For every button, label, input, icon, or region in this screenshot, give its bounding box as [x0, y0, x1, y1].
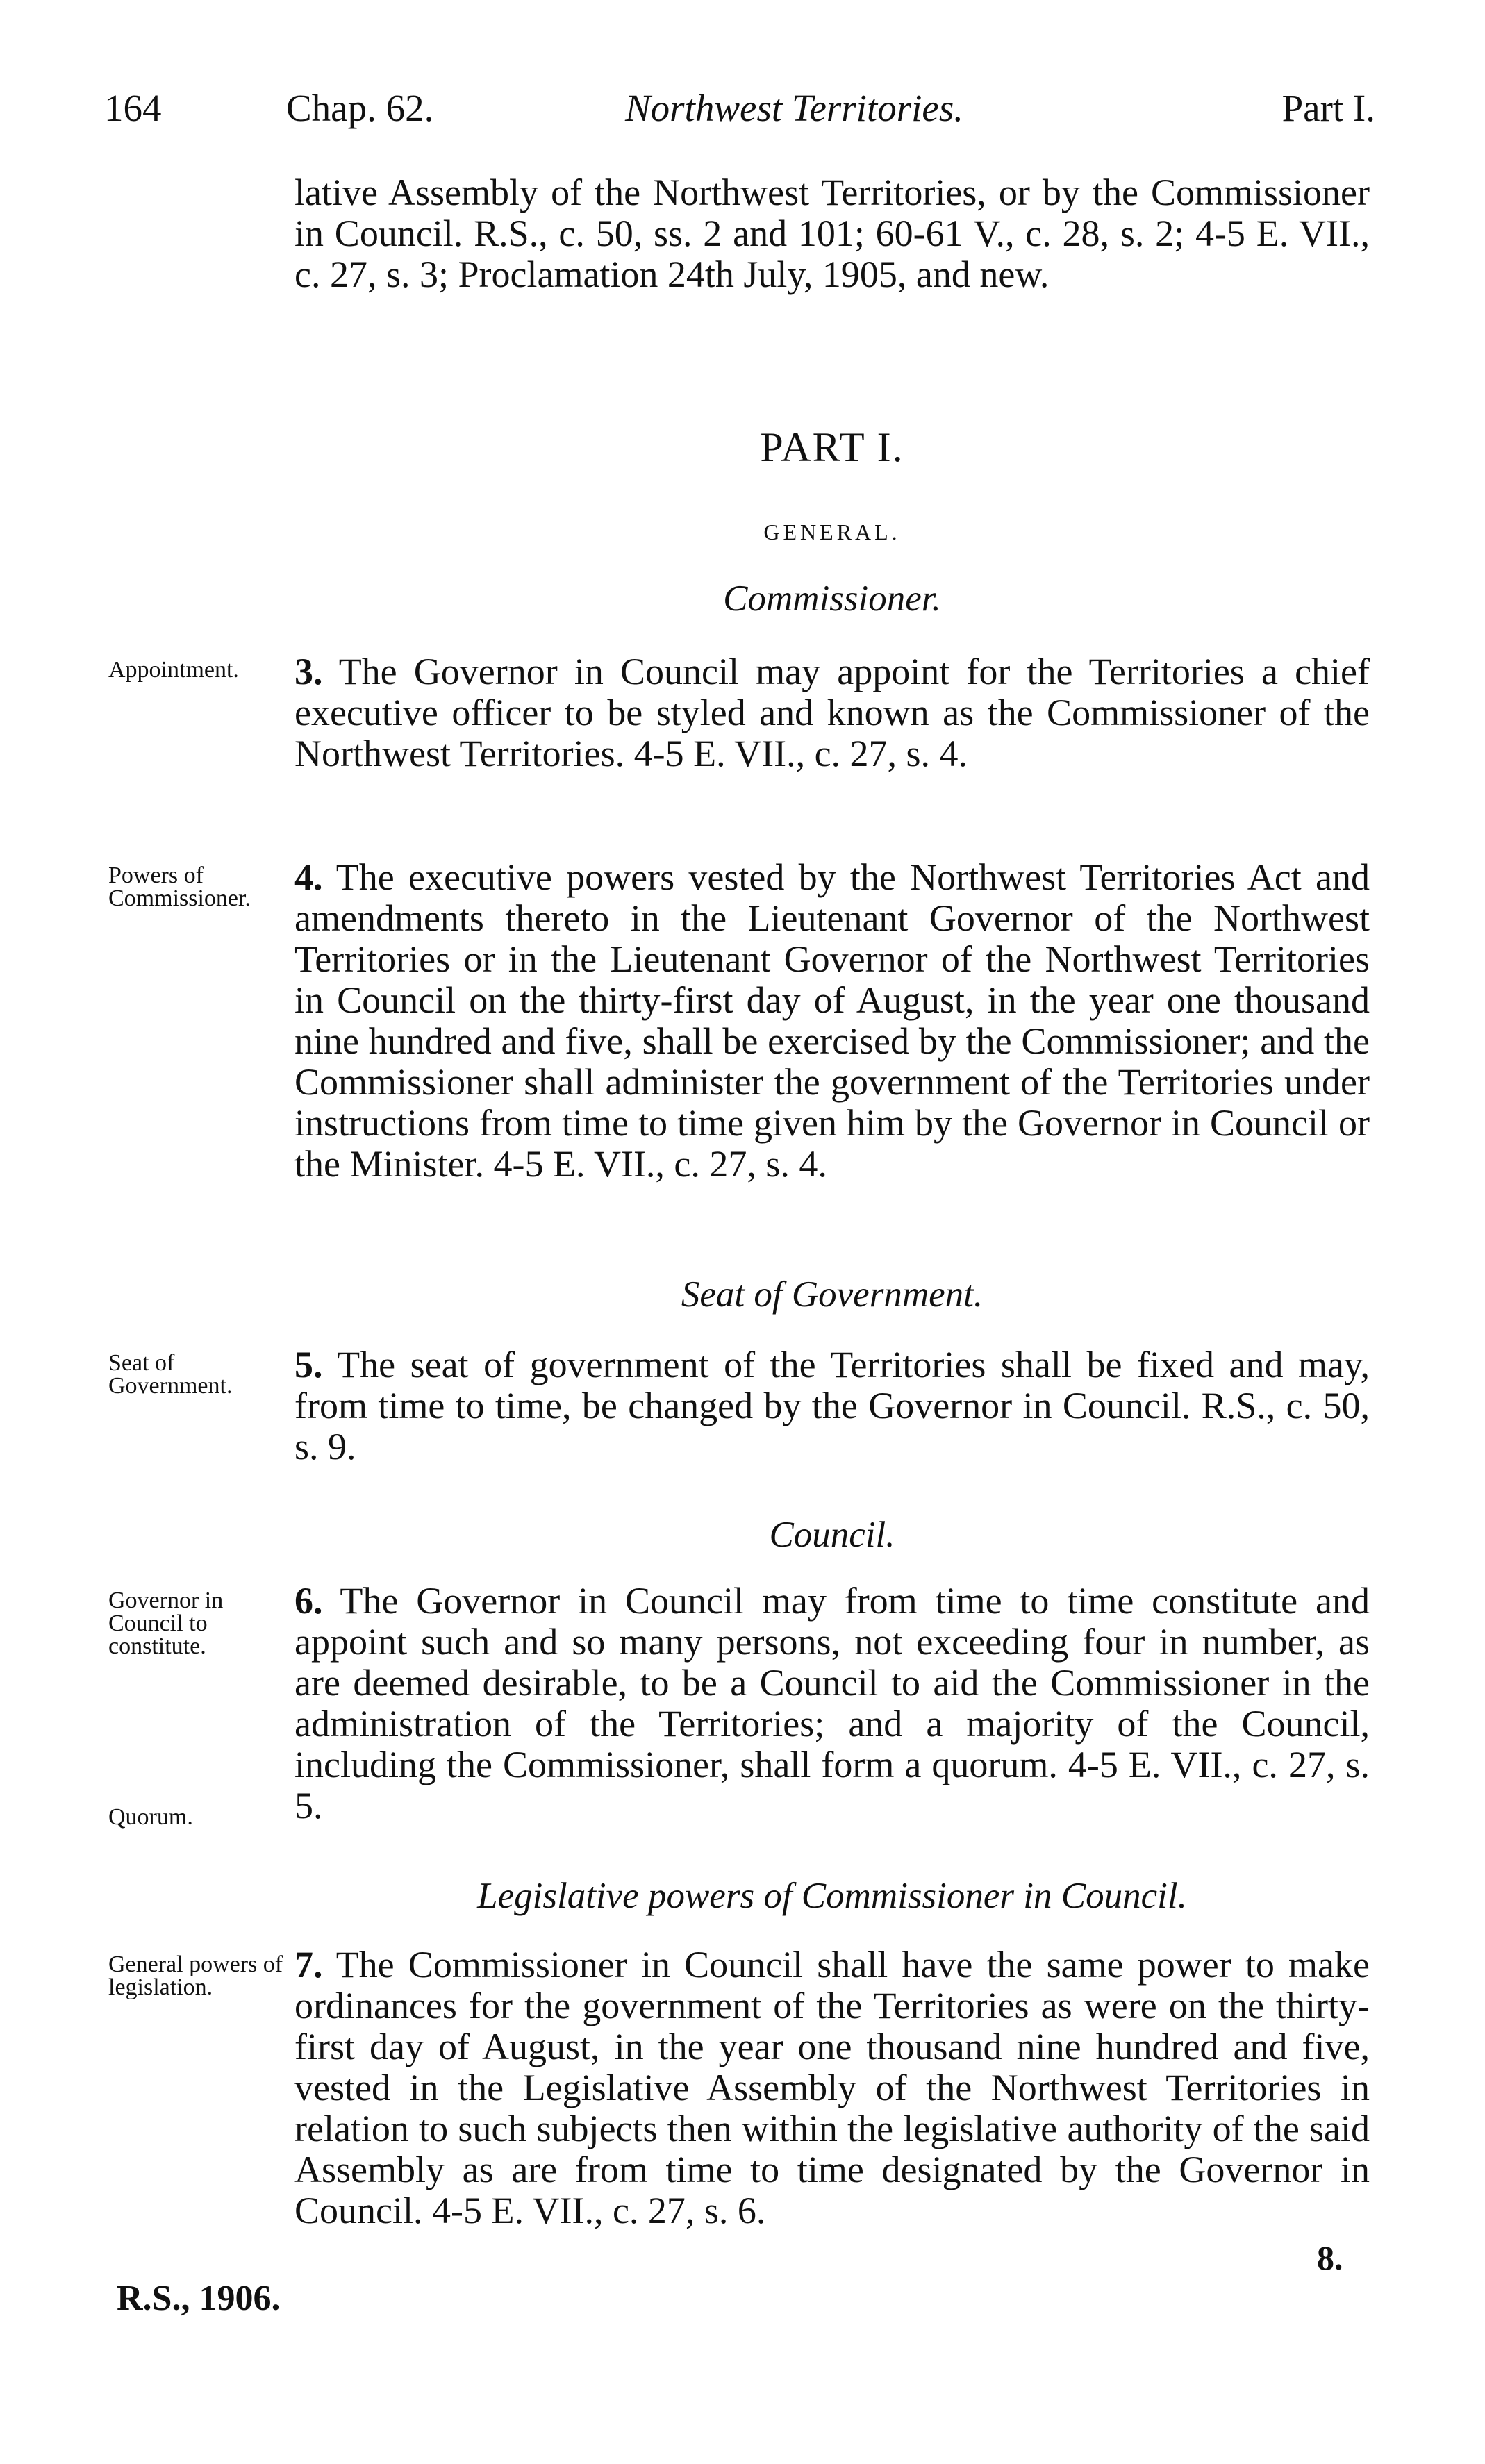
running-title: Northwest Territories.	[625, 87, 963, 129]
signature-mark: 8.	[1317, 2238, 1343, 2277]
general-heading: GENERAL.	[763, 519, 901, 544]
section-6	[294, 1581, 1370, 1826]
legislative-heading: Legislative powers of Commissioner in Council.	[477, 1876, 1187, 1916]
section-7	[294, 1945, 1370, 2231]
margin-note-seat: Seat of Government.	[108, 1350, 233, 1399]
section-4	[294, 857, 1370, 1185]
intro-paragraph: lative Assembly of the Northwest Territories, or by the Commissioner in Council. R.S., c. 50, ss. 2 and 101; 60-61 V., c. 28, s. 2; 4-5 E. VII., c. 27, s. 3; Proclamation 24th July, 1905, and new.	[294, 172, 1370, 295]
margin-note-appointment: Appointment.	[108, 657, 239, 683]
section-number: 6.	[294, 1580, 323, 1622]
footer-citation: R.S., 1906.	[117, 2279, 281, 2318]
section-5	[294, 1345, 1370, 1467]
section-number: 4.	[294, 856, 323, 898]
section-number: 5.	[294, 1344, 323, 1385]
section-number: 7.	[294, 1944, 323, 1986]
chapter-label: Chap. 62.	[286, 87, 434, 129]
seat-heading: Seat of Government.	[681, 1274, 984, 1315]
section-number: 3.	[294, 651, 323, 692]
council-heading: Council.	[769, 1515, 895, 1555]
commissioner-heading: Commissioner.	[723, 578, 941, 619]
section-3	[294, 651, 1370, 774]
margin-note-quorum: Quorum.	[108, 1804, 193, 1830]
section-text: The Governor in Council may appoint for the Territories a chief executive officer to be styled and known as the Commissioner of the Northwest Territories. 4-5 E. VII., c. 27, s. 4.	[294, 651, 1370, 774]
page-header	[104, 86, 1375, 142]
section-text: The Commissioner in Council shall have the same power to make ordinances for the government of the Territories as were on the thirty-first day of August, in the year one thousand nine hundred and five, vested in the Legislative Assembly of the Northwest Territories in relation to such subjects then within the legislative authority of the said Assembly as are from time to time designated by the Governor in Council. 4-5 E. VII., c. 27, s. 6.	[294, 1944, 1370, 2231]
margin-note-powers: Powers of Commissioner.	[108, 863, 251, 911]
margin-note-general-powers: General powers of legislation.	[108, 1951, 283, 2000]
section-text: The seat of government of the Territories shall be fixed and may, from time to time, be changed by the Governor in Council. R.S., c. 50, s. 9.	[294, 1344, 1370, 1467]
part-heading: PART I.	[760, 424, 904, 470]
margin-note-governor: Governor in Council to constitute.	[108, 1588, 224, 1659]
section-text: The Governor in Council may from time to time constitute and appoint such and so many persons, not exceeding four in number, as are deemed desirable, to be a Council to aid the Commissioner in the administration of the Territories; and a majority of the Council, including the Commissioner, shall form a quorum. 4-5 E. VII., c. 27, s. 5.	[294, 1580, 1370, 1826]
section-text: The executive powers vested by the Northwest Territories Act and amendments thereto in the Lieutenant Governor of the Northwest Territories or in the Lieutenant Governor of the Northwest Territories in Council on the thirty-first day of August, in the year one thousand nine hundred and five, shall be exercised by the Commissioner; and the Commissioner shall administer the government of the Territories under instructions from time to time given him by the Governor in Council or the Minister. 4-5 E. VII., c. 27, s. 4.	[294, 856, 1370, 1185]
page-number: 164	[104, 87, 162, 129]
part-label: Part I.	[1281, 87, 1375, 129]
